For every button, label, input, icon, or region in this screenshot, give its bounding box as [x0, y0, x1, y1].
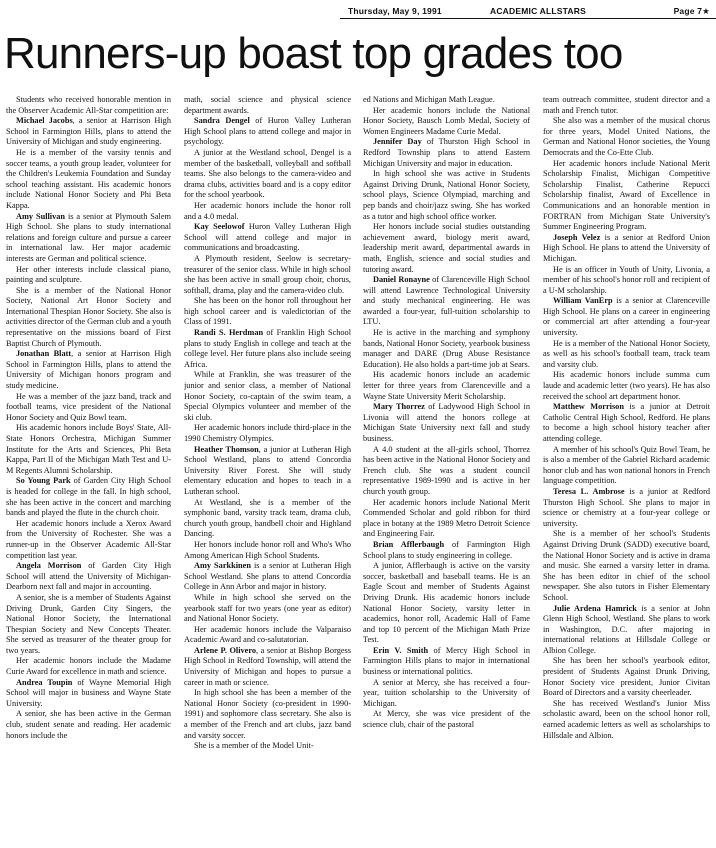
paragraph [184, 328, 351, 370]
paragraph [6, 265, 171, 286]
paragraph-text: Her academic honors include third-place in the 1990 Chemistry Olympics. [184, 423, 351, 443]
paragraph-text: is a senior at Clarenceville High School. He plans on a career in engineering or commercial art after attending a four-year university. [543, 296, 710, 338]
paragraph-text: math, social science and physical science department awards. [184, 95, 351, 115]
paragraph-text: ed Nations and Michigan Math League. [363, 95, 495, 104]
student-name: Mary Thorrez [373, 402, 425, 412]
paragraph-text: Her academic honors include National Merit Commended Scholar and gold ribbon for third place in botany at the 1989 Metro Detroit Science and Engineering Fair. [363, 497, 530, 539]
paragraph [363, 222, 530, 275]
paragraph-text: is a senior at Plymouth Salem High School. She plans to study international relations and foreign culture and pursue a career in international law. Her major academic interests are German and political science. [6, 211, 171, 263]
student-name: Brian Afflerbaugh [373, 539, 445, 549]
paragraph [6, 286, 171, 350]
paragraph [543, 159, 710, 233]
paragraph [363, 540, 530, 561]
paragraph [184, 370, 351, 423]
paragraph [543, 339, 710, 371]
paragraph-text: A junior at the Westland school, Dengel is a member of the basketball, volleyball and softball teams. She also belongs to the camera-video and drama clubs, activities board and is a copy editor for the school yearbook. [184, 147, 351, 200]
article-column-2 [184, 95, 351, 843]
paragraph [184, 625, 351, 646]
paragraph [6, 95, 171, 116]
student-name: Michael Jacobs [16, 116, 73, 126]
paragraph [363, 709, 530, 730]
paragraph [363, 275, 530, 328]
paragraph-text: is a junior at Redford Thurston High School. She plans to major in science or chemistry at a four-year college or university. [543, 486, 710, 528]
paragraph-text: Her other interests include classical piano, painting and sculpture. [6, 264, 171, 285]
paragraph-text: His academic honors include Boys' State, All-State Honors Orchestra, Michigan Summer Institute for the Arts and Sciences, Phi Beta Kappa, Part II of the Michigan Math Test and U-M Regents Alumni Scholarship. [6, 423, 171, 475]
paragraph [543, 233, 710, 265]
paragraph-text: She has received Westland's Junior Miss scholastic award, been on the school honor roll, earned academic letters as well as scholarships to Hillsdale and Albion. [543, 698, 710, 740]
paragraph-text: is a senior at Lutheran High School Westland. She plans to attend Concordia College in Ann Arbor and major in history. [184, 561, 351, 592]
student-name: Erin V. Smith [373, 645, 429, 655]
paragraph [543, 370, 710, 402]
paragraph-text: Her honors include honor roll and Who's Who Among American High School Students. [184, 539, 351, 560]
paragraph [184, 296, 351, 328]
page-number: Page 7★ [673, 6, 710, 16]
paragraph-text: of Franklin High School plans to study English in college and teach at the college level. Her future plans also include seeing Africa. [184, 328, 351, 369]
paragraph-text: At Westland, she is a member of the symphonic band, varsity track team, drama club, church youth group, handbell choir and Highland Dancing. [184, 497, 351, 539]
paragraph-text: Students who received honorable mention in the Observer Academic All-Star competition are: [6, 95, 171, 115]
paragraph-text: She has been on the honor roll throughout her high school career and is valedictorian of the Class of 1991. [184, 296, 351, 327]
paragraph-text: of Farmington High School plans to study engineering in college. [363, 539, 530, 560]
paragraph-text: of Huron Valley Lutheran High School plans to attend college and major in psychology. [184, 116, 351, 147]
paragraph [184, 254, 351, 296]
paragraph [543, 487, 710, 529]
paragraph [543, 95, 710, 116]
paragraph [6, 392, 171, 424]
paragraph [6, 116, 171, 148]
paragraph-text: A senior, she has been active in the German club, student senate and reading. Her academic honors include the [6, 709, 171, 740]
paragraph [6, 476, 171, 518]
headline: Runners-up boast top grades too [4, 29, 623, 78]
paragraph-text: , a senior at Harrison High School in Farmington Hills, plans to attend the University of Michigan honors program and study medicine. [6, 349, 171, 391]
paragraph [543, 116, 710, 158]
paragraph [543, 656, 710, 698]
paragraph [184, 561, 351, 593]
paragraph-text: of Thurston High School in Redford Township plans to attend Eastern Michigan University and major in education. [363, 137, 530, 168]
paragraph-text: of Wayne Memorial High School will major in business and Wayne State University. [6, 677, 171, 708]
paragraph-text: She has been her school's yearbook editor, president of Students Against Drunk Driving, Honor Society vice president, Junior Civitan Board of Directors and a varsity cheerleader. [543, 656, 710, 698]
paragraph [184, 498, 351, 540]
paragraph-text: At Mercy, she was vice president of the science club, chair of the pastoral [363, 709, 530, 730]
paragraph [543, 699, 710, 741]
paragraph-text: While in high school she served on the yearbook staff for two years (one year as editor) and National Honor Society. [184, 592, 351, 624]
paragraph-text: His academic honors include summa cum laude and academic letter (two years). He has also received the school art department honor. [543, 370, 710, 401]
student-name: Heather Thomson [194, 444, 259, 454]
paragraph [543, 296, 710, 338]
paragraph-text: Her academic honors include National Merit Scholarship Finalist, Michigan Competitive Scholarship Finalist, Catherine Repucci Scholarship finalist, Award of Excellence in Communications and an honorable mention in FORTRAN from Michigan State University's Summer Engineering Program. [543, 158, 710, 232]
student-name: Julie Ardena Hamrick [553, 603, 637, 613]
article-body [6, 95, 710, 843]
paragraph-text: of Ladywood High School in Livonia will attend the honors college at Michigan State University next fall and study business. [363, 402, 530, 443]
paragraph [363, 370, 530, 402]
paragraph [363, 445, 530, 498]
paragraph [363, 402, 530, 444]
paragraph [184, 423, 351, 444]
paragraph-text: Her academic honors include the Madame Curie Award for excellence in math and science. [6, 656, 171, 677]
student-name: Randi S. Herdman [194, 328, 264, 338]
article-column-3 [363, 95, 530, 843]
article-column-4 [543, 95, 710, 843]
paragraph [184, 116, 351, 148]
paragraph [363, 561, 530, 646]
paragraph [6, 148, 171, 212]
paragraph [184, 593, 351, 625]
paragraph-text: team outreach committee, student director and a math and French tutor. [543, 95, 710, 115]
paragraph [363, 498, 530, 540]
paragraph [543, 445, 710, 487]
paragraph-text: She is a member of her school's Students Against Driving Drunk (SADD) executive board, the National Honor Society and is active in drama and music. She earned a varsity letter in drama. She has been editor in chief of the school newspaper. She also tutors in Fisher Elementary School. [543, 529, 710, 602]
paragraph [184, 445, 351, 498]
paragraph-text: His academic honors include an academic letter for three years from Clarenceville and a Wayne State University Merit Scholarship. [363, 370, 530, 401]
student-name: Arlene P. Olivero [194, 645, 257, 655]
student-name: So Young Park [16, 476, 71, 486]
paragraph [184, 95, 351, 116]
paragraph [543, 529, 710, 603]
paragraph-text: , a senior at Bishop Borgess High School in Redford Township, will attend the University of Michigan and hopes to pursue a career in math or science. [184, 645, 351, 687]
paragraph [6, 593, 171, 657]
paragraph-text: is a senior at Redford Union High School. He plans to attend the University of Michigan. [543, 232, 710, 263]
student-name: Andrea Toupin [16, 677, 73, 687]
paragraph [6, 709, 171, 741]
paragraph-text: A senior, she is a member of Students Against Driving Drunk, Garden City Singers, the National Honor Society, the International Thespian Society and New Concepts Theater. She served as treasurer of the theater group for two years. [6, 592, 171, 655]
paragraph [6, 519, 171, 561]
paragraph [543, 265, 710, 297]
paragraph [184, 540, 351, 561]
paragraph-text: Her academic honors include the National Honor Society, Bausch Lomb Medal, Society of Women Engineers Madame Curie Medal. [363, 105, 530, 136]
paragraph-text: He is a member of the varsity tennis and soccer teams, a youth group leader, volunteer for the Children's Leukemia Foundation and Sunday school teaching assistant. His academic honors include National Honor Society and Phi Beta Kappa. [6, 147, 171, 210]
paragraph [184, 201, 351, 222]
header-rule [340, 18, 716, 19]
paragraph-text: He was a member of the jazz band, track and football teams, vice president of the National Honor Society and Quiz Bowl team. [6, 391, 171, 422]
student-name: Jennifer Day [373, 137, 422, 147]
paragraph [543, 402, 710, 444]
student-name: Angela Morrison [16, 561, 82, 571]
section-name: ACADEMIC ALLSTARS [490, 6, 586, 16]
paragraph-text: of Mercy High School in Farmington Hills plans to major in international business or international politics. [363, 645, 530, 677]
paragraph-text: A member of his school's Quiz Bowl Team, he is also a member of the Gabriel Richard academic honor club and has won national honors in French language competition. [543, 444, 710, 486]
paragraph [363, 678, 530, 710]
paragraph [184, 148, 351, 201]
student-name: Amy Sullivan [16, 211, 66, 221]
paragraph-text: , a junior at Lutheran High School Westland, plans to attend Concordia University River Forest. She will study elementary education and hopes to teach in a Lutheran school. [184, 444, 351, 496]
student-name: William VanErp [553, 296, 613, 306]
paragraph [363, 328, 530, 370]
paragraph [363, 137, 530, 169]
paragraph-text: of Garden City High School will attend the University of Michigan-Dearborn next fall and major in accounting. [6, 561, 171, 592]
paragraph-text: A 4.0 student at the all-girls school, Thorrez has been active in the National Honor Society and French club. She was a student council representative 1989-1990 and is active in her church youth group. [363, 444, 530, 496]
paragraph-text: of Clarenceville High School will attend Lawrence Technological University and study mechanical engineering. He was awarded a four-year, full-tuition scholarship to LTU. [363, 275, 530, 327]
paragraph-text: of Garden City High School is headed for college in the fall. In high school, she has been active in the concert and marching bands and played the flute in the church choir. [6, 476, 171, 518]
student-name: Teresa L. Ambrose [553, 486, 625, 496]
issue-date: Thursday, May 9, 1991 [348, 6, 442, 16]
paragraph-text: A senior at Mercy, she has received a four-year, tuition scholarship to the University of Michigan. [363, 677, 530, 708]
paragraph-text: Huron Valley Lutheran High School will attend college and major in communications and broadcasting. [184, 222, 351, 253]
student-name: Joseph Velez [553, 232, 601, 242]
student-name: Daniel Ronayne [373, 275, 430, 285]
paragraph-text: She is a member of the Model Unit- [194, 741, 314, 751]
paragraph-text: Her academic honors include the Valparaiso Academic Award and co-salutatorian. [184, 624, 351, 645]
paragraph [6, 678, 171, 710]
paragraph [6, 561, 171, 593]
paragraph [6, 656, 171, 677]
paragraph [6, 212, 171, 265]
paragraph [363, 169, 530, 222]
paragraph-text: is a senior at John Glenn High School, Westland. She plans to work in Washington, D.C. after majoring in international relations at Hillsdale College or Albion College. [543, 603, 710, 655]
paragraph-text: , a senior at Harrison High School in Farmington Hills, plans to attend the University of Michigan and study engineering. [6, 116, 171, 147]
paragraph-text: He is active in the marching and symphony bands, National Honor Society, yearbook business manager and DARE (Drug Abuse Resistance Education). He also holds a part-time job at Sears. [363, 328, 530, 369]
paragraph-text: A Plymouth resident, Seelow is secretary-treasurer of the senior class. While in high school she has been active in small group choir, chorus, softball, drama, play and the camera-video club. [184, 253, 351, 295]
student-name: Sandra Dengel [194, 116, 250, 126]
paragraph [184, 646, 351, 688]
paragraph [184, 688, 351, 741]
paragraph [363, 646, 530, 678]
paragraph [543, 604, 710, 657]
paragraph [6, 349, 171, 391]
paragraph-text: While at Franklin, she was treasurer of the junior and senior class, a member of National Honor Society, co-captain of the swim team, a Special Olympics volunteer and member of the ski club. [184, 370, 351, 422]
paragraph-text: She is a member of the National Honor Society, National Art Honor Society and International Thespian Honor Society. She also is activities director of the German club and a youth representative on the missions board of First Baptist Church of Plymouth. [6, 285, 171, 348]
paragraph-text: A junior, Afflerbaugh is active on the varsity soccer, basketball and baseball teams. He is an Eagle Scout and member of Students Against Driving Drunk. His academic honors include National Honor Society, varsity letter in academics, honor roll, Academic Hall of Fame and top 10 percent of the Michigan Math Prize Test. [363, 561, 530, 645]
paragraph-text: Her honors include social studies outstanding achievement award, biology merit award, leadership merit award, departmental awards in math, English, science and social studies and tutoring award. [363, 222, 530, 274]
paragraph-text: She also was a member of the musical chorus for three years, Model United Nations, the German and National Honor societies, the Young Democrats and the Co-Ette Club. [543, 116, 710, 157]
student-name: Matthew Morrison [553, 402, 624, 412]
paragraph-text: Her academic honors include the honor roll and a 4.0 medal. [184, 200, 351, 221]
article-column-1 [6, 95, 171, 843]
paragraph [184, 741, 351, 752]
paragraph [363, 95, 530, 106]
paragraph [6, 423, 171, 476]
paragraph [363, 106, 530, 138]
paragraph-text: In high school she was active in Students Against Driving Drunk, National Honor Society, school plays, Science Olympiad, marching and pep bands and choir/jazz swing. She has worked as a tutor and high school office worker. [363, 169, 530, 221]
paragraph-text: He is an officer in Youth of Unity, Livonia, a member of his school's honor roll and recipient of a U-M scholarship. [543, 264, 710, 295]
student-name: Amy Sarkkinen [194, 561, 251, 571]
paragraph-text: is a junior at Detroit Catholic Central High School, Redford. He plans to become a high school history teacher after attending college. [543, 402, 710, 443]
paragraph-text: He is a member of the National Honor Society, as well as his school's football team, track team and varsity club. [543, 338, 710, 369]
student-name: Kay Seelowof [194, 222, 245, 232]
student-name: Jonathan Blatt [16, 349, 72, 359]
paragraph-text: Her academic honors include a Xerox Award from the University of Rochester. She was a runner-up in the Observer Academic All-Star competition last year. [6, 518, 171, 560]
paragraph [184, 222, 351, 254]
paragraph-text: In high school she has been a member of the National Honor Society (co-president in 1990-1991) and sophomore class secretary. She also is a member of the French and art clubs, jazz band and varsity soccer. [184, 688, 351, 740]
